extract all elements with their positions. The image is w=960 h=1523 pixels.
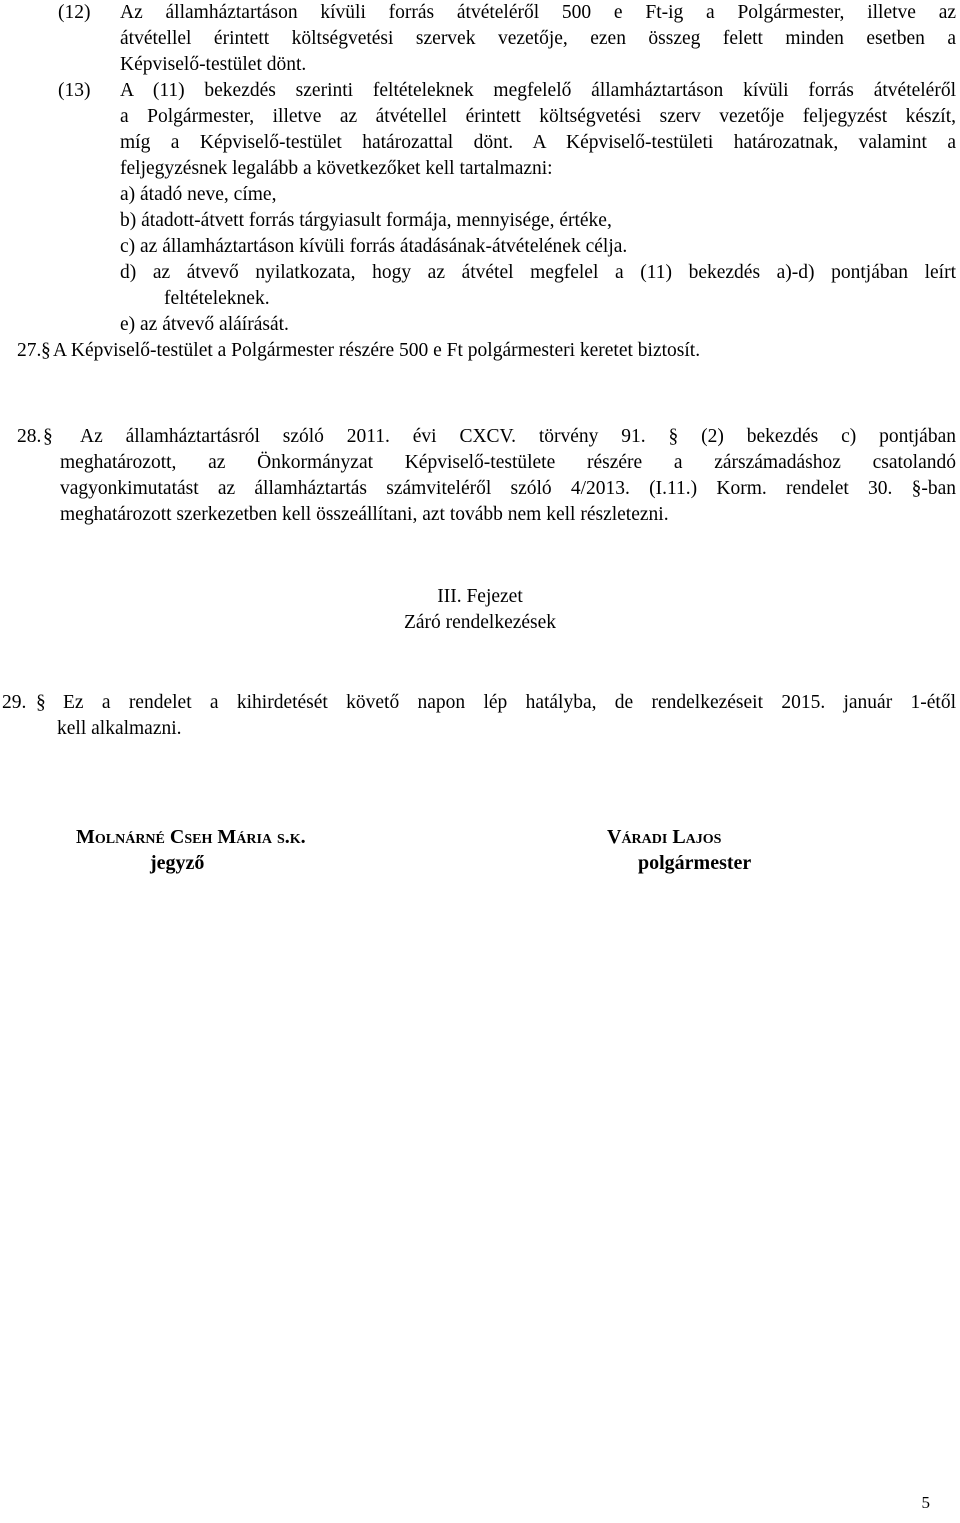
section-29-number: 29. (2, 692, 27, 713)
chapter-title: Záró rendelkezések (403, 612, 557, 633)
signature-left-title: jegyző (150, 852, 205, 874)
list-item-d-line-1: d) az átvevő nyilatkozata, hogy az átvétel megfelel a (11) bekezdés a)-d) pontjában leírt (120, 262, 956, 283)
paragraph-12-line-1: Az államháztartáson kívüli forrás átvételéről 500 e Ft-ig a Polgármester, illetve az (120, 2, 956, 23)
signature-right-title: polgármester (638, 852, 752, 874)
paragraph-13-line-3: míg a Képviselő-testület határozattal dönt. A Képviselő-testületi határozatnak, valamint a (120, 132, 956, 153)
signature-right-name: Váradi Lajos (607, 826, 722, 848)
section-28-number: 28. (17, 426, 42, 447)
paragraph-12-line-3: Képviselő-testület dönt. (120, 54, 307, 75)
paragraph-13-line-1: A (11) bekezdés szerinti feltételeknek megfelelő államháztartáson kívüli forrás átvételéről (120, 80, 956, 101)
section-28-line-2: meghatározott, az Önkormányzat Képviselő-testülete részére a zárszámadáshoz csatolandó (60, 452, 956, 473)
page-number: 5 (921, 1493, 930, 1512)
section-28-line-3: vagyonkimutatást az államháztartás számviteléről szóló 4/2013. (I.11.) Korm. rendelet 30. §-ban (60, 478, 956, 499)
section-28-line-4: meghatározott szerkezetben kell összeállítani, azt tovább nem kell részletezni. (60, 504, 669, 525)
list-item-c: c) az államháztartáson kívüli forrás átadásának-átvételének célja. (120, 236, 628, 257)
paragraph-13-line-2: a Polgármester, illetve az átvétellel érintett költségvetési szerv vezetője feljegyzést készít, (120, 106, 956, 127)
chapter-number: III. Fejezet (437, 586, 523, 607)
paragraph-12-line-2: átvétellel érintett költségvetési szervek vezetője, ezen összeg felett minden esetben a (120, 28, 956, 49)
paragraph-13-line-4: feljegyzésnek legalább a következőket kell tartalmazni: (120, 158, 553, 179)
section-29-line-2: kell alkalmazni. (57, 718, 182, 739)
list-item-e: e) az átvevő aláírását. (120, 314, 289, 335)
section-27-number: 27. (17, 340, 42, 361)
section-27-text: A Képviselő-testület a Polgármester részére 500 e Ft polgármesteri keretet biztosít. (53, 340, 701, 361)
paragraph-12-number: (12) (58, 2, 91, 23)
paragraph-13-number: (13) (58, 80, 91, 101)
section-27-symbol: § (41, 340, 51, 361)
list-item-b: b) átadott-átvett forrás tárgyiasult formája, mennyisége, értéke, (120, 210, 612, 231)
section-29-symbol: § (36, 692, 46, 713)
section-29-line-1: Ez a rendelet a kihirdetését követő napon lép hatályba, de rendelkezéseit 2015. január 1-étől (63, 692, 956, 713)
list-item-a: a) átadó neve, címe, (120, 184, 277, 205)
section-28-symbol: § (43, 426, 53, 447)
list-item-d-line-2: feltételeknek. (164, 288, 270, 309)
signature-left-name: Molnárné Cseh Mária s.k. (76, 826, 306, 848)
section-28-line-1: Az államháztartásról szóló 2011. évi CXCV. törvény 91. § (2) bekezdés c) pontjában (80, 426, 956, 447)
